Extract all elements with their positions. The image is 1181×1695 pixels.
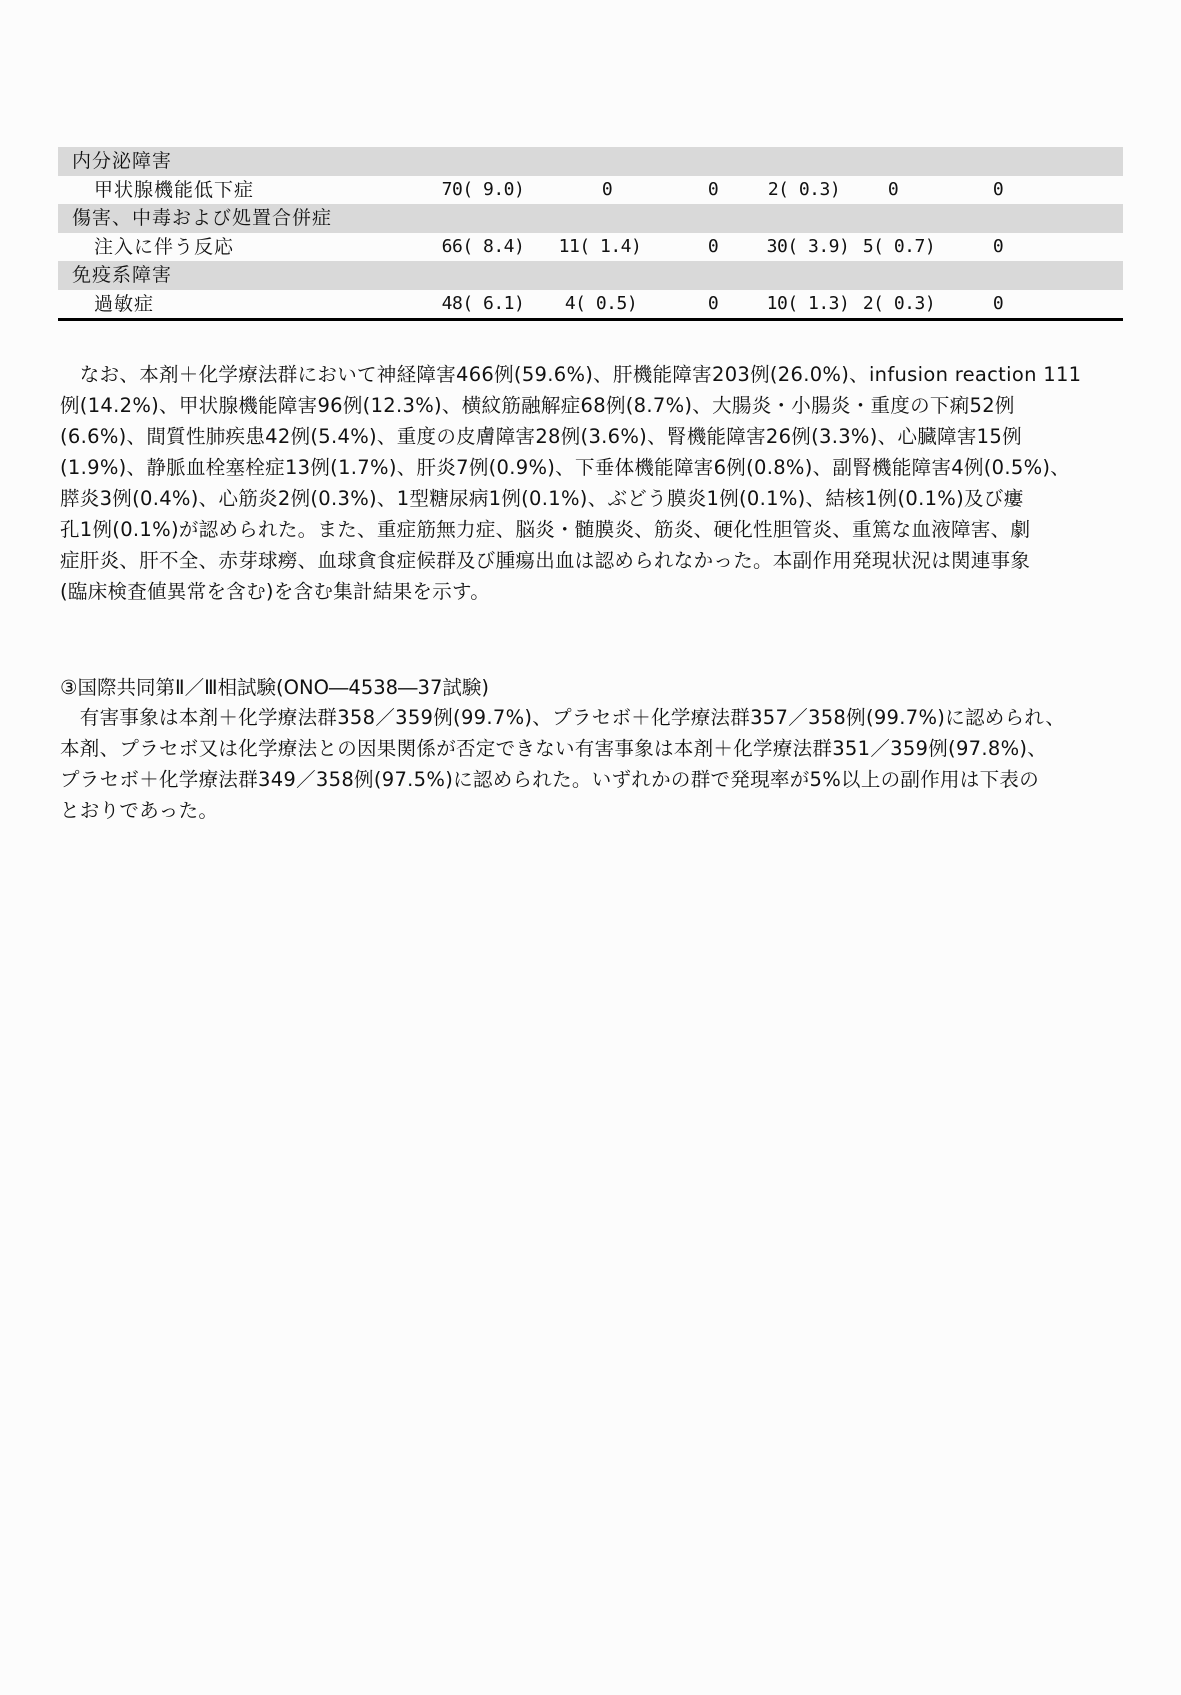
section-heading: ③国際共同第Ⅱ／Ⅲ相試験(ONO―4538―37試験) — [60, 676, 489, 699]
category-label: 免疫系障害 — [72, 264, 173, 286]
table-cell: 0 — [707, 292, 719, 314]
table-cell: 0 — [887, 178, 899, 200]
table-cell: 11( 1.4) — [558, 235, 642, 257]
item-label: 注入に伴う反応 — [94, 235, 235, 258]
table-cell: 70( 9.0) — [441, 178, 525, 200]
table-cell: 0 — [707, 178, 719, 200]
paragraph-line: 本剤、プラセボ又は化学療法との因果関係が否定できない有害事象は本剤＋化学療法群351／359例(97.8%)、 — [60, 737, 1048, 760]
paragraph-line: なお、本剤＋化学療法群において神経障害466例(59.6%)、肝機能障害203例(26.0%)、infusion reaction 111 — [60, 363, 1082, 386]
table-cell: 48( 6.1) — [441, 292, 525, 314]
paragraph-line: 有害事象は本剤＋化学療法群358／359例(99.7%)、プラセボ＋化学療法群357／358例(99.7%)に認められ、 — [60, 706, 1066, 729]
paragraph-line: 孔1例(0.1%)が認められた。また、重症筋無力症、脳炎・髄膜炎、筋炎、硬化性胆管炎、重篤な血液障害、劇 — [60, 518, 1031, 541]
table-cell: 0 — [601, 178, 613, 200]
item-label: 過敏症 — [94, 292, 155, 315]
adverse-events-summary-paragraph — [60, 359, 1125, 607]
table-cell: 4( 0.5) — [564, 292, 638, 314]
table-row — [58, 176, 1123, 205]
table-category-row — [58, 147, 1123, 176]
table-cell: 66( 8.4) — [441, 235, 525, 257]
paragraph-line: 例(14.2%)、甲状腺機能障害96例(12.3%)、横紋筋融解症68例(8.7%)、大腸炎・小腸炎・重度の下痢52例 — [60, 394, 1015, 417]
table-cell: 5( 0.7) — [862, 235, 936, 257]
trial-results-paragraph — [60, 702, 1125, 826]
table-row — [58, 290, 1123, 319]
paragraph-line: とおりであった。 — [60, 799, 219, 822]
adverse-reactions-table — [58, 147, 1123, 321]
paragraph-line: 症肝炎、肝不全、赤芽球癆、血球貪食症候群及び腫瘍出血は認められなかった。本副作用発現状況は関連事象 — [60, 549, 1031, 572]
paragraph-line: (6.6%)、間質性肺疾患42例(5.4%)、重度の皮膚障害28例(3.6%)、腎機能障害26例(3.3%)、心臓障害15例 — [60, 425, 1022, 448]
paragraph-line: (1.9%)、静脈血栓塞栓症13例(1.7%)、肝炎7例(0.9%)、下垂体機能障害6例(0.8%)、副腎機能障害4例(0.5%)、 — [60, 456, 1071, 479]
table-cell: 30( 3.9) — [766, 235, 850, 257]
table-cell: 0 — [992, 235, 1004, 257]
table-cell: 0 — [707, 235, 719, 257]
table-category-row — [58, 204, 1123, 233]
table-cell: 0 — [992, 292, 1004, 314]
category-label: 内分泌障害 — [72, 150, 173, 172]
table-cell: 2( 0.3) — [767, 178, 841, 200]
paragraph-line: プラセボ＋化学療法群349／358例(97.5%)に認められた。いずれかの群で発現率が5%以上の副作用は下表の — [60, 768, 1040, 791]
item-label: 甲状腺機能低下症 — [94, 178, 255, 201]
paragraph-line: 膵炎3例(0.4%)、心筋炎2例(0.3%)、1型糖尿病1例(0.1%)、ぶどう膜炎1例(0.1%)、結核1例(0.1%)及び瘻 — [60, 487, 1024, 510]
table-cell: 0 — [992, 178, 1004, 200]
table-cell: 10( 1.3) — [766, 292, 850, 314]
category-label: 傷害、中毒および処置合併症 — [72, 207, 333, 229]
paragraph-line: (臨床検査値異常を含む)を含む集計結果を示す。 — [60, 580, 491, 603]
table-row — [58, 233, 1123, 262]
table-category-row — [58, 261, 1123, 290]
table-cell: 2( 0.3) — [862, 292, 936, 314]
